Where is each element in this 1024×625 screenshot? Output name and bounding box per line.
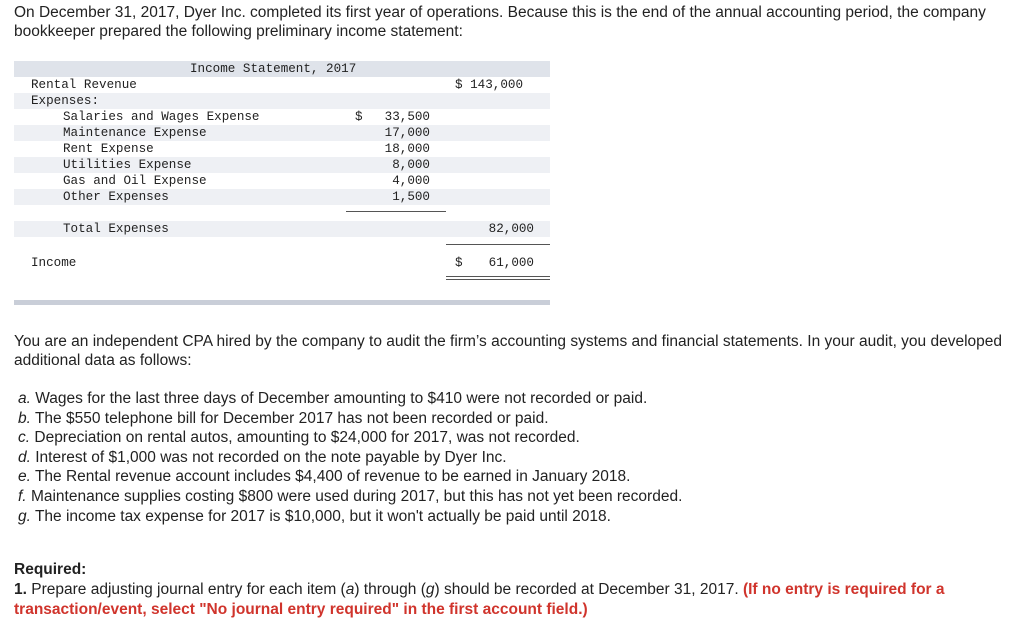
required-heading: Required:	[14, 561, 87, 578]
expense-label: Utilities Expense	[63, 158, 192, 172]
expense-value: 4,000	[392, 174, 430, 188]
expense-label: Maintenance Expense	[63, 126, 207, 140]
intro-paragraph: On December 31, 2017, Dyer Inc. completed its first year of operations. Because this is the end of the annual accounting period, the company bookkeeper prepared the following preliminary income statement:	[14, 4, 986, 40]
required-text: 1. Prepare adjusting journal entry for each item (a) through (g) should be recorded at December 31, 2017. (If no entry is required for a transaction/event, select "No journal entry required" in the first account field.)	[14, 581, 945, 618]
double-rule-bottom	[446, 279, 550, 280]
expense-dollar-sign: $	[355, 110, 363, 124]
expense-label: Gas and Oil Expense	[63, 174, 207, 188]
income-label: Income	[31, 256, 77, 270]
list-item: g. The income tax expense for 2017 is $10,000, but it won't actually be paid until 2018.	[18, 507, 611, 525]
list-item: d. Interest of $1,000 was not recorded on the note payable by Dyer Inc.	[18, 448, 507, 466]
total-expenses-value: 82,000	[488, 222, 534, 236]
double-rule-top	[446, 276, 550, 277]
expense-label: Rent Expense	[63, 142, 154, 156]
rental-revenue-label: Rental Revenue	[31, 78, 137, 92]
statement-bottom-bar	[14, 300, 550, 305]
expense-value: 17,000	[384, 126, 430, 140]
rental-revenue-value: $ 143,000	[455, 78, 524, 92]
total-expenses-label: Total Expenses	[63, 222, 169, 236]
income-value: 61,000	[488, 256, 534, 270]
audit-findings-list	[18, 389, 682, 526]
expense-value: 1,500	[392, 190, 430, 204]
expense-value: 8,000	[392, 158, 430, 172]
total-rule	[446, 244, 550, 245]
expense-value: 33,500	[384, 110, 430, 124]
statement-title: Income Statement, 2017	[190, 62, 357, 76]
expense-label: Other Expenses	[63, 190, 169, 204]
income-dollar-sign: $	[455, 256, 463, 270]
audit-intro-paragraph: You are an independent CPA hired by the company to audit the firm’s accounting systems and financial statements. In your audit, you developed additional data as follows:	[14, 333, 1003, 369]
required-instruction: (If no entry is required for a transaction/event, select "No journal entry required" in the first account field.)	[14, 581, 945, 618]
expenses-label: Expenses:	[31, 94, 100, 108]
expense-label: Salaries and Wages Expense	[63, 110, 260, 124]
list-item: a. Wages for the last three days of December amounting to $410 were not recorded or paid.	[18, 390, 648, 407]
list-item: b. The $550 telephone bill for December 2017 has not been recorded or paid.	[18, 409, 549, 427]
list-item: c. Depreciation on rental autos, amounting to $24,000 for 2017, was not recorded.	[18, 429, 580, 447]
subtotal-rule	[346, 211, 446, 212]
list-item: e. The Rental revenue account includes $4,400 of revenue to be earned in January 2018.	[18, 468, 631, 486]
list-item: f. Maintenance supplies costing $800 were used during 2017, but this has not yet been recorded.	[18, 487, 683, 505]
expense-value: 18,000	[384, 142, 430, 156]
